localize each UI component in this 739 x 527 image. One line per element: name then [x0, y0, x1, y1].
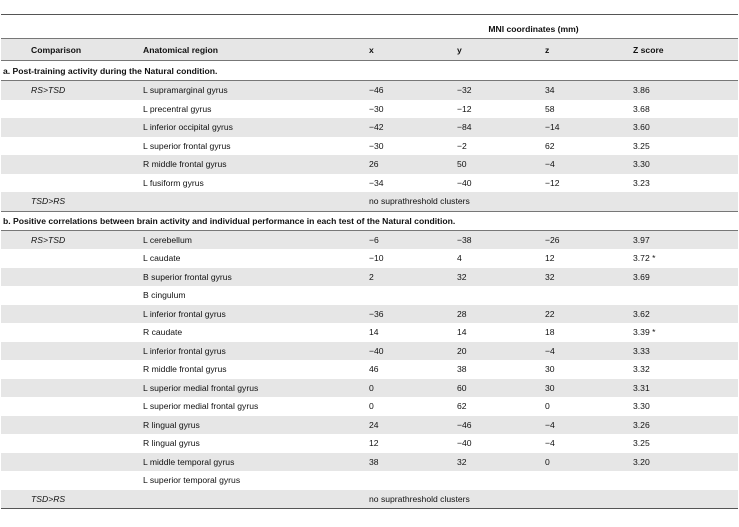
- zscore-cell: 3.31: [633, 382, 650, 393]
- col-x: x: [369, 44, 374, 55]
- region-cell: R lingual gyrus: [143, 438, 200, 449]
- z-cell: −4: [545, 345, 555, 356]
- z-cell: −14: [545, 122, 560, 133]
- x-cell: 38: [369, 456, 379, 467]
- z-cell: 0: [545, 401, 550, 412]
- x-cell: −34: [369, 177, 384, 188]
- zscore-cell: 3.69: [633, 271, 650, 282]
- region-cell: R lingual gyrus: [143, 419, 200, 430]
- zscore-cell: 3.62: [633, 308, 650, 319]
- z-cell: −4: [545, 438, 555, 449]
- region-cell: L middle temporal gyrus: [143, 456, 235, 467]
- region-cell: L fusiform gyrus: [143, 177, 204, 188]
- x-cell: 0: [369, 401, 374, 412]
- x-cell: −42: [369, 122, 384, 133]
- x-cell: −6: [369, 234, 379, 245]
- x-cell: −10: [369, 253, 384, 264]
- region-cell: L inferior frontal gyrus: [143, 308, 226, 319]
- zscore-cell: 3.30: [633, 401, 650, 412]
- y-cell: −46: [457, 419, 472, 430]
- y-cell: 32: [457, 271, 467, 282]
- y-cell: 60: [457, 382, 467, 393]
- zscore-cell: 3.32: [633, 364, 650, 375]
- z-cell: 12: [545, 253, 555, 264]
- comparison-cell: TSD>RS: [31, 493, 66, 504]
- zscore-cell: 3.30: [633, 159, 650, 170]
- bottom-rule: [1, 508, 738, 509]
- table-row: [1, 305, 738, 324]
- x-cell: 46: [369, 364, 379, 375]
- z-cell: −4: [545, 419, 555, 430]
- y-cell: 14: [457, 327, 467, 338]
- zscore-cell: 3.23: [633, 177, 650, 188]
- table-row: [1, 118, 738, 137]
- y-cell: 4: [457, 253, 462, 264]
- zscore-cell: 3.86: [633, 85, 650, 96]
- table-row: [1, 137, 738, 156]
- table-row: [1, 379, 738, 398]
- x-cell: −30: [369, 140, 384, 151]
- x-cell: −30: [369, 103, 384, 114]
- y-cell: 20: [457, 345, 467, 356]
- col-z: z: [545, 44, 550, 55]
- y-cell: −12: [457, 103, 472, 114]
- z-cell: −26: [545, 234, 560, 245]
- z-cell: −4: [545, 159, 555, 170]
- zscore-cell: 3.60: [633, 122, 650, 133]
- table-row: [1, 453, 738, 472]
- region-cell: R caudate: [143, 327, 183, 338]
- y-cell: −2: [457, 140, 467, 151]
- zscore-cell: 3.72 *: [633, 253, 656, 264]
- comparison-cell: RS>TSD: [31, 85, 66, 96]
- col-comparison: Comparison: [31, 44, 82, 55]
- region-cell: L superior medial frontal gyrus: [143, 382, 259, 393]
- table-row: [1, 397, 738, 416]
- section-a-tsd-row: [1, 192, 738, 211]
- zscore-cell: 3.39 *: [633, 327, 656, 338]
- table-row: [1, 155, 738, 174]
- y-cell: 32: [457, 456, 467, 467]
- table-row: [1, 174, 738, 193]
- z-cell: 30: [545, 364, 555, 375]
- x-cell: 2: [369, 271, 374, 282]
- header-group-row: [1, 15, 738, 39]
- x-cell: 12: [369, 438, 379, 449]
- table-row: [1, 471, 738, 490]
- z-cell: 58: [545, 103, 555, 114]
- zscore-cell: 3.25: [633, 140, 650, 151]
- region-cell: L superior medial frontal gyrus: [143, 401, 259, 412]
- zscore-cell: 3.25: [633, 438, 650, 449]
- y-cell: 28: [457, 308, 467, 319]
- col-region: Anatomical region: [143, 44, 218, 55]
- table-row: [1, 342, 738, 361]
- x-cell: 0: [369, 382, 374, 393]
- z-cell: 34: [545, 85, 555, 96]
- region-cell: R middle frontal gyrus: [143, 364, 227, 375]
- z-cell: 18: [545, 327, 555, 338]
- no-clusters-text: no suprathreshold clusters: [369, 196, 470, 207]
- z-cell: 0: [545, 456, 550, 467]
- column-header-row: [1, 39, 738, 61]
- x-cell: 14: [369, 327, 379, 338]
- mni-coordinates-header: MNI coordinates (mm): [488, 24, 579, 34]
- region-cell: L cerebellum: [143, 234, 192, 245]
- x-cell: 26: [369, 159, 379, 170]
- region-cell: L superior temporal gyrus: [143, 475, 241, 486]
- table-row: [1, 81, 738, 100]
- comparison-cell: TSD>RS: [31, 196, 66, 207]
- y-cell: −32: [457, 85, 472, 96]
- y-cell: −40: [457, 177, 472, 188]
- section-b-tsd-row: [1, 490, 738, 509]
- z-cell: 30: [545, 382, 555, 393]
- table-row: [1, 323, 738, 342]
- zscore-cell: 3.20: [633, 456, 650, 467]
- table-row: [1, 268, 738, 287]
- y-cell: −84: [457, 122, 472, 133]
- zscore-cell: 3.68: [633, 103, 650, 114]
- table-row: [1, 231, 738, 250]
- x-cell: −36: [369, 308, 384, 319]
- table-row: [1, 434, 738, 453]
- zscore-cell: 3.97: [633, 234, 650, 245]
- section-a-title: a. Post-training activity during the Natural condition.: [1, 61, 738, 81]
- z-cell: 62: [545, 140, 555, 151]
- region-cell: L inferior frontal gyrus: [143, 345, 226, 356]
- table-row: [1, 100, 738, 119]
- x-cell: −46: [369, 85, 384, 96]
- x-cell: 24: [369, 419, 379, 430]
- region-cell: L precentral gyrus: [143, 103, 212, 114]
- table-row: [1, 416, 738, 435]
- y-cell: 50: [457, 159, 467, 170]
- y-cell: 38: [457, 364, 467, 375]
- table-row: [1, 249, 738, 268]
- y-cell: 62: [457, 401, 467, 412]
- col-zscore: Z score: [633, 44, 664, 55]
- zscore-cell: 3.33: [633, 345, 650, 356]
- y-cell: −38: [457, 234, 472, 245]
- region-cell: L superior frontal gyrus: [143, 140, 231, 151]
- region-cell: L supramarginal gyrus: [143, 85, 228, 96]
- y-cell: −40: [457, 438, 472, 449]
- comparison-cell: RS>TSD: [31, 234, 66, 245]
- section-b-title: b. Positive correlations between brain activity and individual performance in each test of the Natural condition.: [1, 211, 738, 231]
- region-cell: B cingulum: [143, 290, 186, 301]
- region-cell: L caudate: [143, 253, 181, 264]
- region-cell: B superior frontal gyrus: [143, 271, 232, 282]
- col-y: y: [457, 44, 462, 55]
- x-cell: −40: [369, 345, 384, 356]
- z-cell: −12: [545, 177, 560, 188]
- table-row: [1, 360, 738, 379]
- zscore-cell: 3.26: [633, 419, 650, 430]
- region-cell: R middle frontal gyrus: [143, 159, 227, 170]
- no-clusters-text: no suprathreshold clusters: [369, 493, 470, 504]
- z-cell: 22: [545, 308, 555, 319]
- region-cell: L inferior occipital gyrus: [143, 122, 233, 133]
- results-table: [1, 14, 738, 509]
- table-row: [1, 286, 738, 305]
- z-cell: 32: [545, 271, 555, 282]
